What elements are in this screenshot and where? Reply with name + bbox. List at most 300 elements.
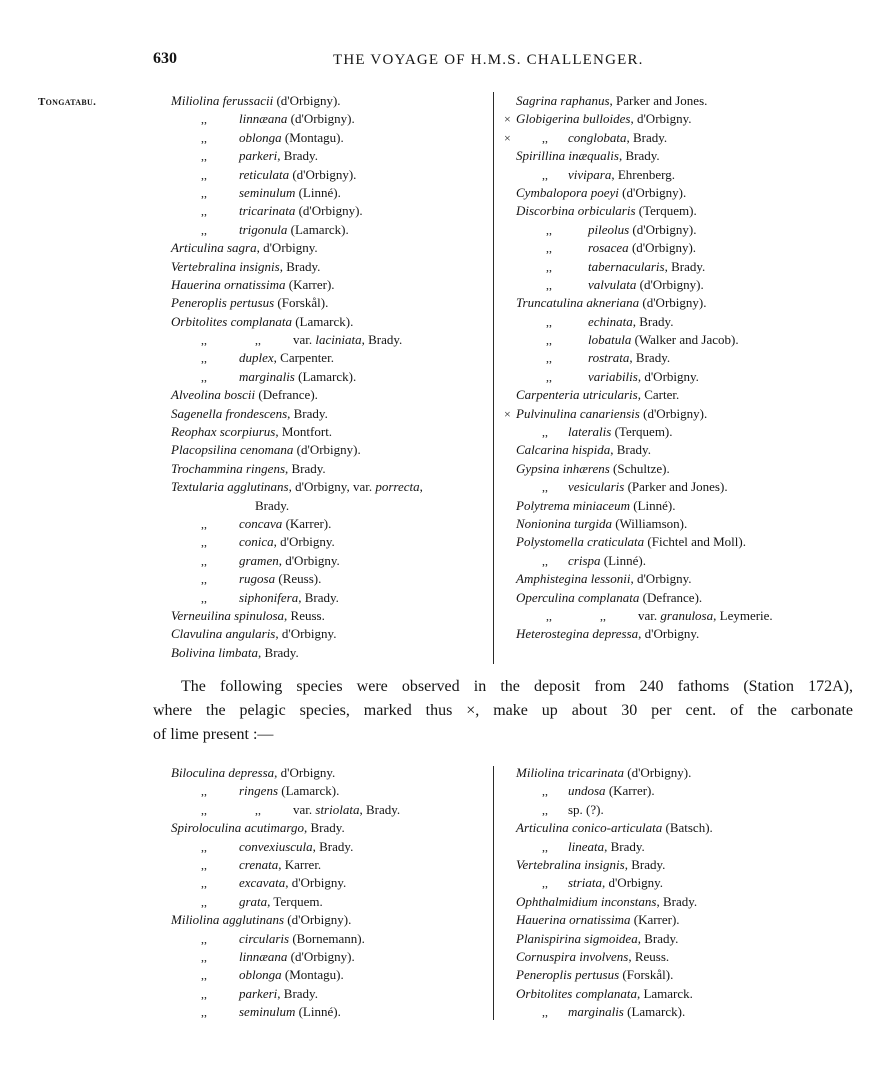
authority: (d'Orbigny). [287, 948, 355, 964]
species-entry [171, 258, 496, 276]
species-name: Orbitolites complanata [516, 985, 637, 1001]
entry-text [171, 460, 326, 478]
entry-text [516, 460, 670, 478]
species-entry [516, 166, 856, 184]
species-entry [171, 911, 496, 929]
species-name: Vertebralina insignis [171, 258, 280, 274]
entry-text [171, 607, 325, 625]
entry-text [171, 911, 351, 929]
entry-text [516, 405, 707, 423]
species-name: Cornuspira involvens [516, 948, 629, 964]
ditto-mark: ,, [542, 480, 548, 495]
species-entry [516, 874, 856, 892]
species-entry [516, 552, 856, 570]
entry-text [239, 202, 363, 220]
species-entry [516, 819, 856, 837]
species-entry [171, 423, 496, 441]
authority: , d'Orbigny. [638, 626, 700, 642]
species-entry [516, 313, 856, 331]
species-entry [171, 239, 496, 257]
species-name: Heterostegina depressa [516, 626, 639, 642]
authority: (Montagu). [281, 967, 344, 983]
ditto-mark: ,, [201, 931, 207, 946]
authority: , Montfort. [275, 424, 333, 440]
species-entry [516, 276, 856, 294]
ditto-mark: ,, [201, 185, 207, 200]
entry-text [516, 92, 707, 110]
ditto-mark: ,, [600, 608, 606, 623]
pelagic-mark: × [504, 112, 511, 127]
species-name: Sagenella frondescens [171, 405, 288, 421]
running-title: THE VOYAGE OF H.M.S. CHALLENGER. [333, 52, 644, 68]
authority: (Lamarck). [291, 313, 354, 329]
entry-text [516, 966, 673, 984]
species-entry [171, 349, 496, 367]
entry-text [239, 368, 356, 386]
entry-text [568, 874, 663, 892]
ditto-mark: ,, [201, 535, 207, 550]
ditto-mark: ,, [542, 1005, 548, 1020]
ditto-mark: ,, [201, 572, 207, 587]
authority: (d'Orbigny). [289, 166, 357, 182]
species-entry [171, 966, 496, 984]
species-entry [171, 478, 496, 496]
species-entry [171, 533, 496, 551]
species-name: lateralis [568, 424, 612, 440]
authority: , d'Orbigny. [273, 534, 335, 550]
authority: , Brady. [629, 350, 671, 366]
authority: (d'Orbigny). [639, 295, 707, 311]
authority: (Schultze). [609, 460, 670, 476]
species-name: Polystomella craticulata [516, 534, 645, 550]
species-entry [516, 202, 856, 220]
authority: , Brady. [359, 801, 401, 817]
species-entry [516, 911, 856, 929]
species-entry [171, 930, 496, 948]
authority: , Brady. [277, 148, 318, 164]
entry-text [171, 478, 423, 496]
species-entry [516, 801, 856, 819]
species-entry [516, 147, 856, 165]
authority: , Lamarck. [636, 985, 693, 1001]
authority: , Leymerie. [713, 607, 773, 623]
species-entry [171, 386, 496, 404]
species-entry [516, 570, 856, 588]
authority: , d'Orbigny. [637, 368, 699, 384]
authority: , Reuss. [284, 607, 325, 623]
entry-text [516, 184, 686, 202]
species-name: Miliolina agglutinans [171, 912, 285, 928]
entry-text [171, 644, 299, 662]
entry-text [516, 911, 680, 929]
authority: (Lamarck). [623, 1004, 686, 1020]
species-entry [171, 948, 496, 966]
variety-name: granulosa [660, 607, 714, 623]
species-entry [171, 460, 496, 478]
authority: (Lamarck). [278, 783, 340, 799]
authority: , d'Orbigny. [278, 552, 340, 568]
species-name: Pulvinulina canariensis [516, 405, 640, 421]
species-name: trigonula [239, 221, 288, 237]
species-name: Articulina sagra [171, 240, 257, 256]
species-name: linnæana [239, 111, 288, 127]
entry-text [239, 966, 344, 984]
pelagic-mark: × [504, 406, 511, 421]
ditto-mark: ,, [546, 608, 552, 623]
authority: , [419, 479, 423, 495]
species-name: siphonifera [239, 589, 299, 605]
entry-text [516, 294, 706, 312]
species-entry [516, 838, 856, 856]
authority: , Brady. [637, 930, 679, 946]
species-name: echinata [588, 313, 633, 329]
species-entry [516, 764, 856, 782]
authority: (d'Orbigny). [295, 203, 363, 219]
entry-text [239, 874, 346, 892]
species-entry [171, 184, 496, 202]
entry-text [516, 948, 669, 966]
entry-text [255, 497, 289, 515]
species-entry [516, 782, 856, 800]
entry-text [239, 1003, 341, 1021]
ditto-mark: ,, [542, 784, 548, 799]
species-name: concava [239, 515, 283, 531]
authority: (Lamarck). [294, 368, 357, 384]
authority: (d'Orbigny). [287, 111, 355, 127]
species-name: seminulum [239, 1004, 296, 1020]
species-name: Alveolina boscii [171, 387, 256, 403]
entry-text [568, 423, 673, 441]
species-name: conglobata [568, 129, 627, 145]
ditto-mark: ,, [546, 314, 552, 329]
column-divider [493, 92, 494, 664]
entry-text [171, 423, 332, 441]
species-entry [516, 239, 856, 257]
species-entry [171, 893, 496, 911]
ditto-mark: ,, [201, 802, 207, 817]
ditto-mark: ,, [201, 876, 207, 891]
authority: (Fichtel and Moll). [644, 534, 746, 550]
authority: (Linné). [629, 497, 676, 513]
entry-text [516, 570, 692, 588]
species-entry [171, 570, 496, 588]
entry-text [293, 331, 402, 349]
entry-text [171, 625, 336, 643]
species-name: excavata [239, 875, 286, 891]
species-name: grata [239, 893, 268, 909]
ditto-mark: ,, [546, 222, 552, 237]
species-name: Planispirina sigmoidea [516, 930, 638, 946]
species-entry [171, 607, 496, 625]
species-entry [516, 985, 856, 1003]
authority: , Terquem. [267, 893, 323, 909]
ditto-mark: ,, [255, 333, 261, 348]
species-list-station-left [171, 764, 496, 1021]
authority: , d'Orbigny. [630, 111, 692, 127]
species-entry [171, 294, 496, 312]
species-name: Polytrema miniaceum [516, 497, 630, 513]
authority: (Terquem). [611, 424, 673, 440]
entry-text [171, 386, 318, 404]
species-entry [516, 258, 856, 276]
species-entry [516, 589, 856, 607]
entry-text [171, 276, 335, 294]
species-name: marginalis [568, 1004, 624, 1020]
species-name: duplex [239, 350, 274, 366]
species-name: tricarinata [239, 203, 296, 219]
species-name: Spirillina inæqualis [516, 148, 619, 164]
entry-text [239, 985, 318, 1003]
species-name: gramen [239, 552, 279, 568]
entry-text [516, 764, 691, 782]
species-entry [171, 129, 496, 147]
ditto-mark: ,, [546, 277, 552, 292]
species-entry [171, 856, 496, 874]
authority: (d'Orbigny). [636, 276, 704, 292]
pelagic-mark: × [504, 130, 511, 145]
species-entry [516, 368, 856, 386]
species-name: Truncatulina akneriana [516, 295, 640, 311]
species-entry [171, 202, 496, 220]
authority: , Brady. [361, 332, 403, 348]
entry-text [239, 838, 353, 856]
species-name: Textularia agglutinans [171, 479, 289, 495]
authority: , Karrer. [278, 856, 322, 872]
species-name: linnæana [239, 948, 288, 964]
ditto-mark: ,, [255, 802, 261, 817]
species-entry [516, 423, 856, 441]
authority: , Brady. [632, 313, 674, 329]
ditto-mark: ,, [546, 241, 552, 256]
entry-text [568, 166, 675, 184]
entry-text [239, 166, 356, 184]
entry-text [239, 856, 321, 874]
species-name: crispa [568, 552, 601, 568]
authority: (Linné). [295, 1004, 341, 1020]
species-entry [171, 838, 496, 856]
species-list-tongatabu-right [504, 92, 856, 644]
authority: (Linné). [295, 184, 341, 200]
authority: (Batsch). [662, 820, 713, 836]
entry-text [638, 607, 773, 625]
entry-text [239, 893, 323, 911]
species-entry [516, 607, 856, 625]
variety-name: laciniata [315, 332, 362, 348]
species-name: Ophthalmidium inconstans [516, 893, 657, 909]
species-name: vivipara [568, 166, 612, 182]
entry-text [516, 110, 692, 128]
species-entry [516, 1003, 856, 1021]
ditto-mark: ,, [201, 894, 207, 909]
species-entry [171, 644, 496, 662]
authority: , d'Orbigny. [275, 626, 337, 642]
species-name: seminulum [239, 184, 296, 200]
entry-text [239, 110, 355, 128]
authority: (d'Orbigny). [623, 765, 692, 780]
entry-text [171, 92, 341, 110]
species-name: Cymbalopora poeyi [516, 184, 619, 200]
species-entry [516, 930, 856, 948]
authority: , d'Orbigny. [630, 571, 692, 587]
authority: , Brady. [285, 460, 326, 476]
entry-text [171, 258, 320, 276]
entry-text [516, 893, 697, 911]
entry-text [568, 129, 667, 147]
entry-text [239, 930, 365, 948]
entry-text [588, 239, 696, 257]
species-entry [171, 441, 496, 459]
species-name: striata [568, 875, 602, 891]
species-name: Articulina conico-articulata [516, 820, 663, 836]
species-name: Verneuilina spinulosa [171, 607, 285, 623]
authority: , d'Orbigny, var. [288, 479, 376, 495]
species-entry [171, 276, 496, 294]
species-name: Placopsilina cenomana [171, 442, 294, 458]
species-name: Gypsina inhærens [516, 460, 610, 476]
authority: , Ehrenberg. [611, 166, 675, 182]
entry-text [293, 801, 400, 819]
ditto-mark: ,, [201, 590, 207, 605]
entry-text [239, 552, 340, 570]
species-entry [516, 515, 856, 533]
species-name: circularis [239, 930, 290, 946]
species-entry [516, 386, 856, 404]
species-name: undosa [568, 783, 606, 799]
entry-text [516, 589, 702, 607]
authority: , Brady. [312, 838, 354, 854]
entry-text [588, 331, 739, 349]
ditto-mark: ,, [542, 802, 548, 817]
authority: (d'Orbigny). [284, 912, 352, 928]
species-name: Hauerina ornatissima [516, 912, 631, 928]
entry-text [568, 478, 728, 496]
authority: , Parker and Jones. [609, 93, 708, 108]
species-name: marginalis [239, 368, 295, 384]
ditto-mark: ,, [546, 351, 552, 366]
authority: , Brady. [604, 838, 645, 854]
species-name: Miliolina tricarinata [516, 765, 624, 780]
authority: (Williamson). [611, 515, 688, 531]
species-name: rugosa [239, 571, 276, 587]
entry-text [171, 294, 328, 312]
species-name: parkeri [239, 148, 278, 164]
entry-text [239, 533, 335, 551]
species-entry [171, 874, 496, 892]
ditto-mark: ,, [201, 351, 207, 366]
entry-text [516, 819, 713, 837]
species-name: Amphistegina lessonii [516, 571, 631, 587]
authority: , Brady. [624, 856, 666, 872]
authority: (Terquem). [635, 203, 697, 219]
species-name: vesicularis [568, 479, 625, 495]
entry-text [568, 801, 604, 819]
entry-text [239, 221, 349, 239]
species-name: Bolivina limbata [171, 644, 259, 660]
entry-text [516, 497, 675, 515]
paragraph-line: The following species were observed in the deposit from 240 fathoms (Station 172A), [181, 678, 853, 695]
ditto-mark: ,, [542, 425, 548, 440]
entry-text [239, 782, 339, 800]
species-name: oblonga [239, 967, 282, 983]
authority: , d'Orbigny. [601, 875, 664, 891]
authority: , d'Orbigny. [274, 765, 336, 780]
authority: , Carpenter. [273, 350, 334, 366]
ditto-mark: ,, [201, 112, 207, 127]
species-name: pileolus [588, 221, 630, 237]
ditto-mark: ,, [542, 839, 548, 854]
species-name: tabernacularis [588, 258, 665, 274]
entry-text [171, 313, 353, 331]
ditto-mark: ,, [201, 968, 207, 983]
species-name: Miliolina ferussacii [171, 93, 274, 108]
entry-text [171, 764, 335, 782]
entry-text [588, 349, 670, 367]
species-entry [171, 368, 496, 386]
species-entry [171, 985, 496, 1003]
species-entry [171, 166, 496, 184]
species-entry [171, 625, 496, 643]
species-entry [171, 589, 496, 607]
entry-text [239, 147, 318, 165]
species-entry [504, 110, 856, 128]
ditto-mark: ,, [201, 222, 207, 237]
ditto-mark: ,, [201, 516, 207, 531]
ditto-mark: ,, [201, 949, 207, 964]
entry-text [516, 515, 687, 533]
entry-text [516, 386, 679, 404]
species-entry [516, 856, 856, 874]
variety-name: striolata [315, 801, 360, 817]
authority: (d'Orbigny). [629, 221, 697, 237]
species-entry [516, 625, 856, 643]
authority: (Karrer). [285, 276, 335, 292]
authority: , Brady. [626, 129, 668, 145]
entry-text [516, 985, 693, 1003]
species-entry [516, 441, 856, 459]
species-name: Trochammina ringens [171, 460, 285, 476]
species-entry [171, 331, 496, 349]
ditto-mark: ,, [201, 130, 207, 145]
ditto-mark: ,, [546, 259, 552, 274]
entry-text [568, 838, 645, 856]
entry-text [516, 930, 678, 948]
entry-text [588, 276, 704, 294]
authority: (d'Orbigny). [628, 240, 697, 256]
species-list-station-right [516, 764, 856, 1021]
entry-text [239, 589, 339, 607]
species-entry [171, 221, 496, 239]
entry-text [516, 856, 665, 874]
station-paragraph [153, 675, 853, 747]
authority: Brady. [255, 497, 290, 513]
authority: (Karrer). [282, 515, 332, 531]
species-name: Globigerina bulloides [516, 111, 631, 127]
entry-text [568, 782, 655, 800]
species-entry [171, 819, 496, 837]
authority: (Lamarck). [287, 221, 349, 237]
species-entry [171, 1003, 496, 1021]
variety-name: porrecta [375, 479, 420, 495]
species-name: Discorbina orbicularis [516, 203, 636, 219]
entry-text [516, 625, 699, 643]
species-name: Nonionina turgida [516, 515, 612, 531]
species-entry [516, 221, 856, 239]
authority: , Brady. [656, 893, 698, 909]
authority: , Brady. [258, 644, 299, 660]
species-list-tongatabu-left [171, 92, 496, 662]
entry-text [239, 515, 331, 533]
species-entry [516, 966, 856, 984]
